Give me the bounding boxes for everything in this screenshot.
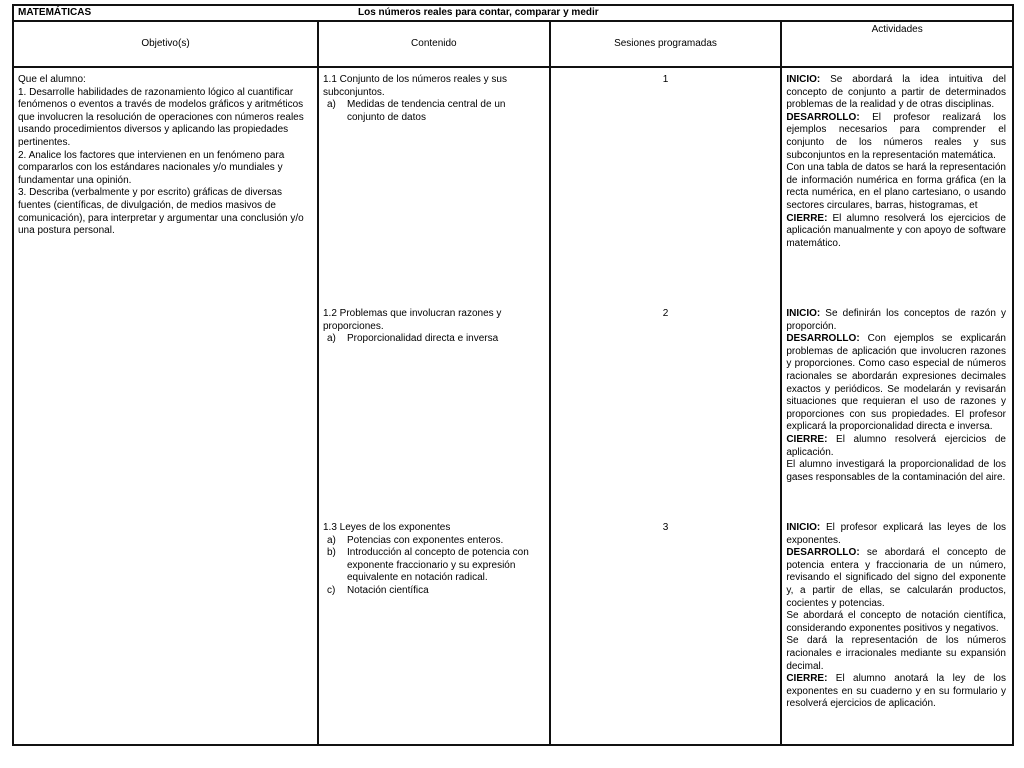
objetivos-cell [13,67,318,745]
actividad-paragraph: INICIO: Se abordará la idea intuitiva del concepto de conjunto a partir de determinados problemas de la realidad y de otras disciplinas. [786,74,1006,111]
actividades-cell [781,67,1013,745]
contenido-item: a) Potencias con exponentes enteros. [327,534,504,546]
objetivos-text [14,68,317,238]
title-row [13,5,1013,21]
actividad-paragraph: El alumno investigará la proporcionalidad de los gases responsables de la contaminación del aire. [786,459,1006,483]
header-actividades: Actividades [781,21,1013,67]
actividad-paragraph: CIERRE: El alumno resolverá ejercicios de aplicación. [786,433,1006,458]
sesion-3: 3 [662,522,669,533]
planning-table [12,4,1014,746]
contenido-item: b) Introducción al concepto de potencia con exponente fraccionario y su expresión equivalente en notación radical. [327,547,529,584]
actividad-paragraph: Con una tabla de datos se hará la representación de información numérica en forma gráfica (en la recta numérica, en el plano cartesiano, o usando sectores circulares, barras, histogramas, et [786,162,1006,211]
header-row [13,21,1013,67]
actividad-paragraph: INICIO: Se definirán los conceptos de razón y proporción. [786,308,1006,332]
sesiones-cell [550,67,782,745]
actividad-paragraph: CIERRE: El alumno anotará la ley de los exponentes en su cuaderno y en su formulario y resolverá ejercicios de aplicación. [786,673,1006,710]
contenido-item: a) Proporcionalidad directa e inversa [327,333,499,345]
actividad-paragraph: DESARROLLO: El profesor realizará los ejemplos necesarios para comprender el conjunto de los números reales y sus subconjuntos en la representación matemática. [786,111,1006,161]
actividad-paragraph: Se dará la representación de los números racionales e irracionales mediante su expansión decimal. [786,635,1006,672]
contenido-item: a) Medidas de tendencia central de un conjunto de datos [327,99,506,123]
actividades-3 [782,522,1012,711]
contenido-item: c) Notación científica [327,584,429,596]
objetivo-1: 1. Desarrolle habilidades de razonamiento lógico al cuantificar fenómenos o eventos a través de modelos gráficos y aritméticos que involucren la resolución de operaciones con números reales usando procedimientos diversos y aplicando las propiedades pertinentes. [18,86,304,148]
contenido-title: 1.3 Leyes de los exponentes [323,522,451,533]
actividad-paragraph: CIERRE: El alumno resolverá los ejercicios de aplicación manualmente y con apoyo de software matemático. [786,212,1006,249]
actividad-paragraph: DESARROLLO: se abordará el concepto de potencia entera y fraccionaria de un número, revisando el significado del signo del exponente y, a partir de ellas, se calcularán productos, cocientes y potencias. [786,547,1006,609]
actividades-2 [782,308,1012,484]
header-contenido: Contenido [318,21,550,67]
actividades-1 [782,74,1012,250]
header-sesiones: Sesiones programadas [550,21,782,67]
contenido-title: 1.2 Problemas que involucran razones y proporciones. [323,308,502,332]
actividad-paragraph: INICIO: El profesor explicará las leyes de los exponentes. [786,522,1006,546]
header-objetivos: Objetivo(s) [13,21,318,67]
objetivo-intro: Que el alumno: [18,74,86,85]
contenido-1-2 [319,308,549,346]
sesion-2: 2 [662,308,669,319]
contenido-1-1 [319,74,549,124]
contenido-cell [318,67,550,745]
actividad-paragraph: Se abordará el concepto de notación científica, considerando exponentes positivos y negativos. [786,610,1006,634]
contenido-title: 1.1 Conjunto de los números reales y sus subconjuntos. [323,74,507,98]
sesion-1: 1 [662,74,669,85]
actividad-paragraph: DESARROLLO: Con ejemplos se explicarán problemas de aplicación que involucren razones y proporciones. Como caso especial de números racionales se abordarán expresiones decimales exactos y periódicos. Se modelarán y revisarán situaciones que requieran el uso de razones y proporciones con sus propiedades. El profesor explicará la proporcionalidad directa e inversa. [786,333,1006,433]
subject-title: MATEMÁTICAS [13,5,318,21]
objetivo-2: 2. Analice los factores que intervienen en un fenómeno para compararlos con los estándares nacionales y/o mundiales y fundamentar una opinión. [18,149,285,186]
contenido-1-3 [319,522,549,598]
content-row [13,67,1013,745]
objetivo-3: 3. Describa (verbalmente y por escrito) gráficas de diversas fuentes (científicas, de divulgación, de medios masivos de comunicación), para interpretar y argumentar una conclusión y/o una postura personal. [18,187,304,237]
topic-title: Los números reales para contar, comparar y medir [318,5,1013,21]
